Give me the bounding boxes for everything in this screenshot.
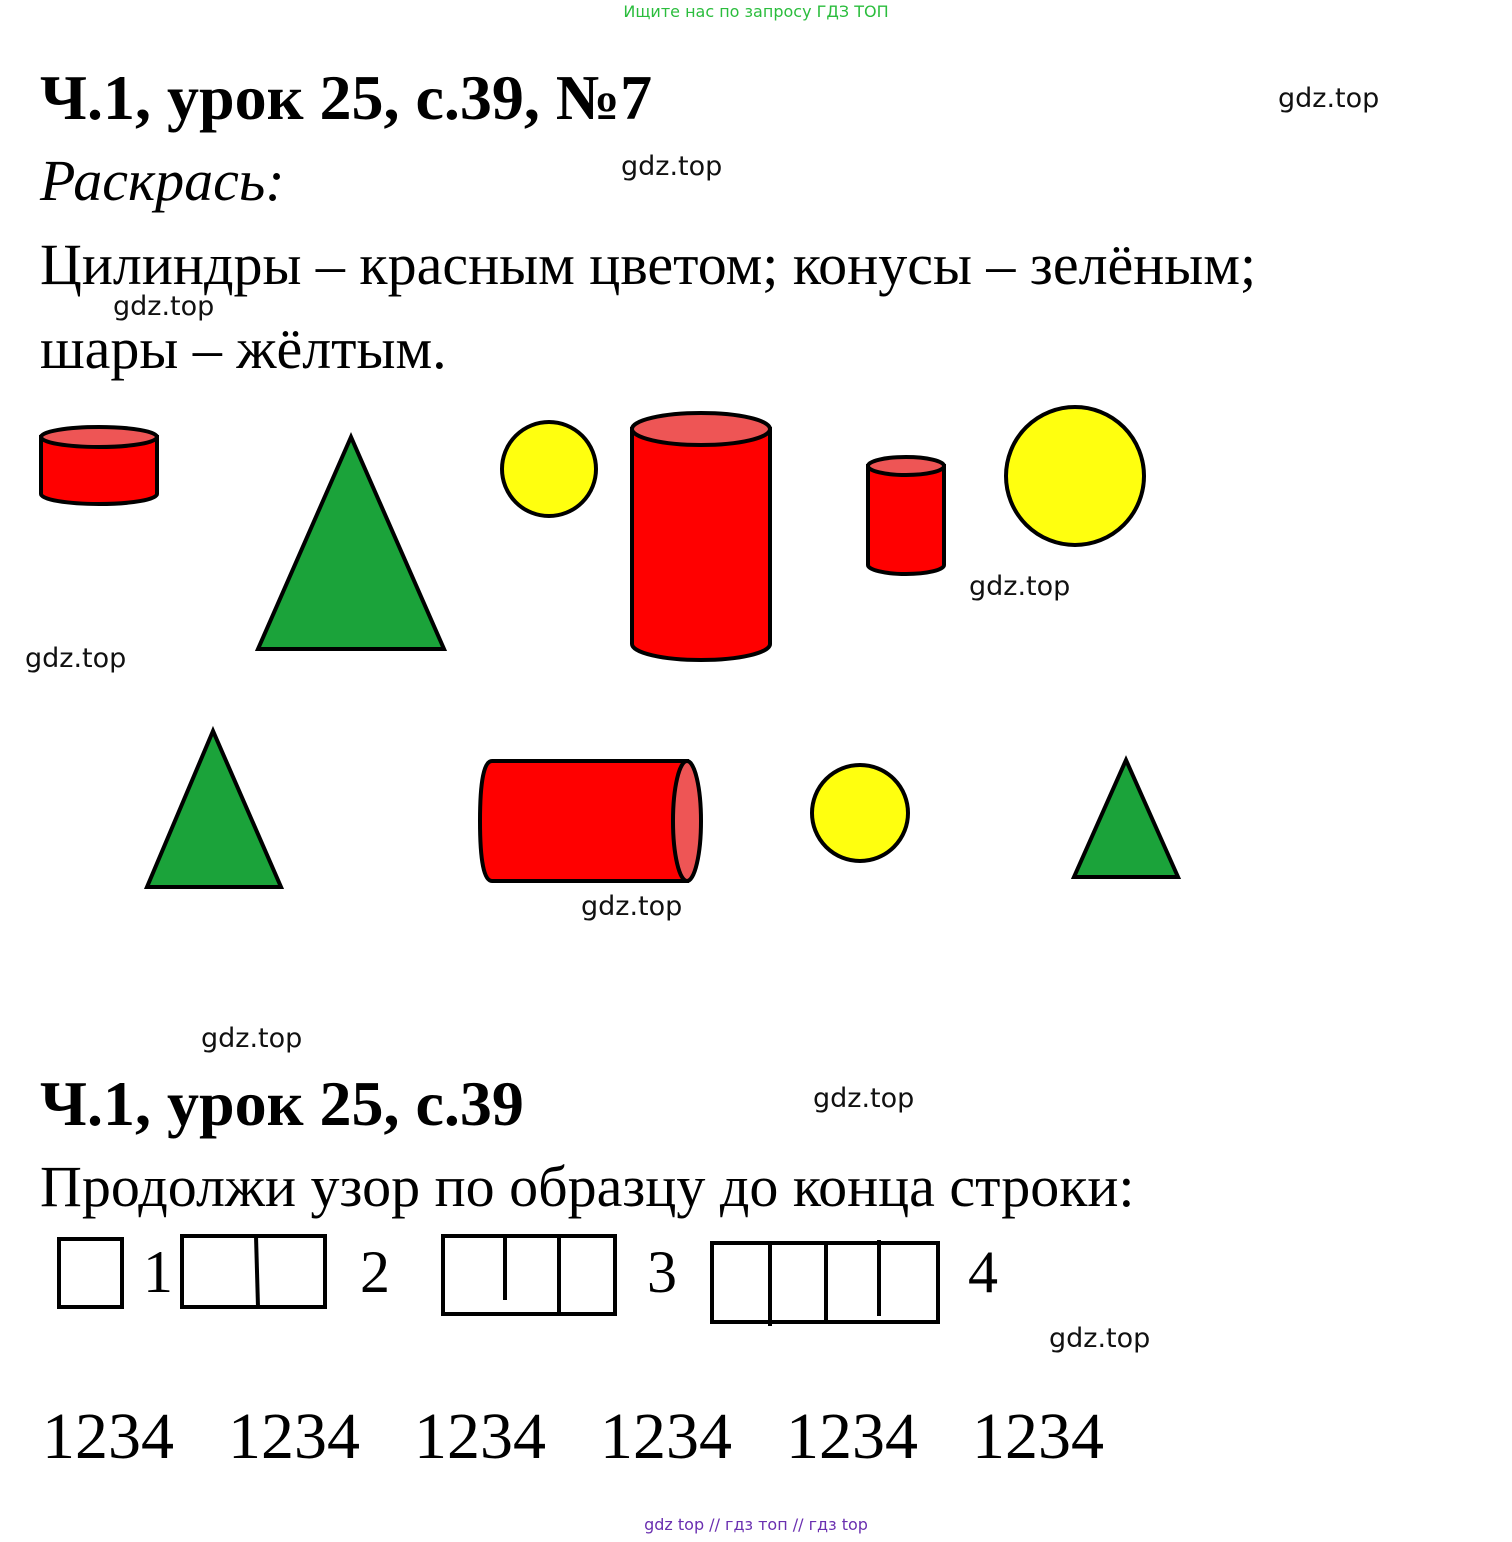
footer-links: gdz top // гдз топ // гдз top <box>644 1515 868 1534</box>
ball-shape <box>502 422 596 516</box>
cone-shape <box>147 731 281 887</box>
cylinder-shape <box>868 457 944 574</box>
sequence-item: 1234 <box>414 1400 546 1473</box>
task1-line1: Цилиндры – красным цветом; конусы – зелёным; <box>40 232 1257 297</box>
pattern-box-1 <box>59 1239 122 1307</box>
watermark: gdz.top <box>1049 1323 1151 1354</box>
task2-instruction: Продолжи узор по образцу до конца строки: <box>40 1154 1135 1219</box>
cone-shape <box>258 437 444 649</box>
task1-line2: шары – жёлтым. <box>40 316 447 381</box>
top-banner: Ищите нас по запросу ГДЗ ТОП <box>623 2 889 21</box>
pattern-label: 3 <box>647 1239 677 1305</box>
watermark: gdz.top <box>201 1023 303 1054</box>
pattern-label: 2 <box>360 1239 390 1305</box>
sequence-item: 1234 <box>228 1400 360 1473</box>
sequence-item: 1234 <box>786 1400 918 1473</box>
task1-instruction: Раскрась: <box>40 148 285 213</box>
watermark: gdz.top <box>25 643 127 674</box>
pattern-box-4 <box>712 1240 938 1326</box>
watermark: gdz.top <box>969 571 1071 602</box>
sequence-item: 1234 <box>972 1400 1104 1473</box>
cylinder-shape <box>41 427 157 504</box>
pattern-box-2 <box>182 1236 325 1307</box>
pattern-box-3 <box>443 1236 615 1314</box>
ball-shape <box>1006 407 1144 545</box>
watermark: gdz.top <box>813 1083 915 1114</box>
watermark: gdz.top <box>113 291 215 322</box>
task2-heading: Ч.1, урок 25, с.39 <box>40 1068 524 1139</box>
watermark: gdz.top <box>621 151 723 182</box>
pattern-label: 1 <box>143 1239 173 1305</box>
watermark: gdz.top <box>1278 83 1380 114</box>
cylinder-shape <box>632 413 770 660</box>
pattern-label: 4 <box>968 1239 998 1305</box>
ball-shape <box>812 765 908 861</box>
cylinder-shape <box>480 761 701 881</box>
sequence-item: 1234 <box>42 1400 174 1473</box>
task1-heading: Ч.1, урок 25, с.39, №7 <box>40 62 653 133</box>
watermark: gdz.top <box>581 891 683 922</box>
sequence-item: 1234 <box>600 1400 732 1473</box>
cone-shape <box>1074 760 1178 877</box>
